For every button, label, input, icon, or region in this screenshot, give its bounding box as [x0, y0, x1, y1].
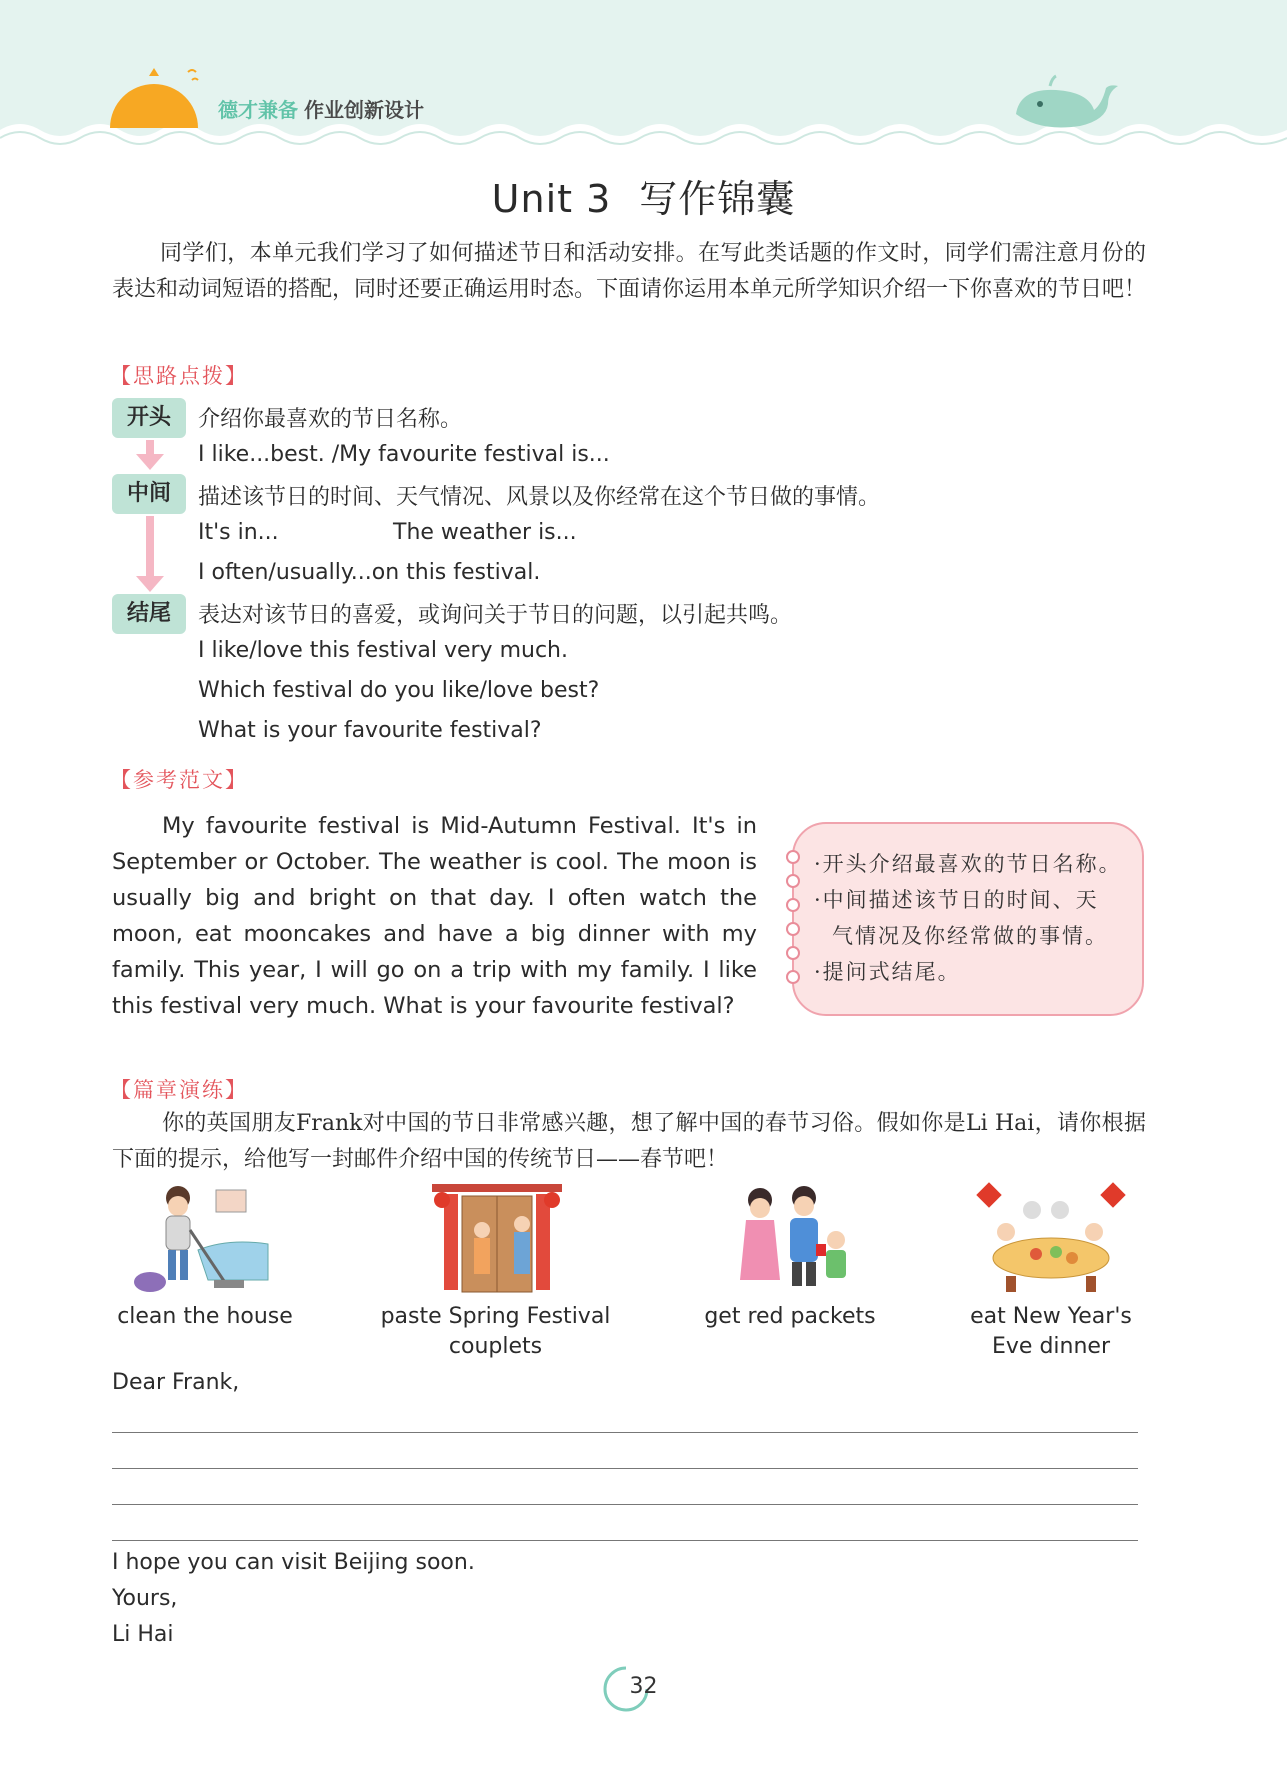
flow-arrowhead-2	[136, 576, 164, 592]
flow-arrowhead-1	[136, 454, 164, 470]
note-line-4: ·提问式结尾。	[814, 960, 961, 984]
sun-logo-icon	[106, 64, 202, 128]
note-ring	[786, 850, 800, 864]
tag-ending: 结尾	[112, 594, 186, 634]
opening-desc: 介绍你最喜欢的节日名称。	[198, 407, 463, 432]
ending-desc: 表达对该节日的喜爱，或询问关于节日的问题，以引起共鸣。	[198, 603, 793, 628]
note-line-1: ·开头介绍最喜欢的节日名称。	[814, 852, 1122, 876]
letter-closing-line: I hope you can visit Beijing soon.	[112, 1550, 475, 1575]
brand-text: 作业创新设计	[304, 98, 424, 122]
page-number: 32	[629, 1674, 658, 1699]
page-title	[0, 168, 1287, 223]
ending-phrase-1: I like/love this festival very much.	[198, 638, 568, 663]
note-ring	[786, 970, 800, 984]
tips-heading: 【思路点拨】	[110, 364, 248, 388]
caption-paste-couplets: paste Spring Festival couplets	[380, 1304, 611, 1359]
note-line-2: ·中间描述该节日的时间、天	[814, 888, 1099, 912]
brand-highlight: 德才兼备	[218, 98, 298, 122]
caption-red-packets: get red packets	[704, 1304, 876, 1329]
caption-eve-dinner: eat New Year's Eve dinner	[970, 1304, 1132, 1359]
intro-paragraph: 同学们，本单元我们学习了如何描述节日和活动安排。在写此类话题的作文时，同学们需注意月份的表达和动词短语的搭配，同时还要正确运用时态。下面请你运用本单元所学知识介绍一下你喜欢的节日吧！	[112, 241, 1147, 302]
ending-phrase-3: What is your favourite festival?	[198, 718, 542, 743]
writing-line[interactable]	[112, 1540, 1138, 1541]
caption-clean-house: clean the house	[117, 1304, 293, 1329]
practice-heading: 【篇章演练】	[110, 1078, 248, 1102]
note-line-3: 气情况及你经常做的事情。	[832, 924, 1108, 948]
flow-arrow-1	[146, 440, 154, 454]
red-packets-illustration	[720, 1180, 870, 1295]
flow-arrow-2	[146, 516, 154, 578]
clean-house-illustration	[128, 1180, 278, 1295]
tag-middle: 中间	[112, 474, 186, 514]
practice-prompt: 你的英国朋友Frank对中国的节日非常感兴趣，想了解中国的春节习俗。假如你是Li Hai，请你根据下面的提示，给他写一封邮件介绍中国的传统节日——春节吧！	[112, 1111, 1146, 1172]
new-years-eve-dinner-illustration	[976, 1180, 1126, 1295]
note-ring	[786, 874, 800, 888]
middle-phrase-activity: I often/usually...on this festival.	[198, 560, 541, 585]
opening-phrase: I like...best. /My favourite festival is...	[198, 442, 610, 467]
writing-line[interactable]	[112, 1468, 1138, 1469]
writing-line[interactable]	[112, 1504, 1138, 1505]
sample-heading: 【参考范文】	[110, 768, 248, 792]
unit-label: Unit 3	[491, 177, 612, 221]
sample-essay: My favourite festival is Mid-Autumn Festival. It's in September or October. The weather is cool. The moon is usually big and bright on that day. I often watch the moon, eat mooncakes and have a big dinner with my family. This year, I will go on a trip with my family. I like this festival very much. What is your favourite festival?	[112, 813, 757, 1019]
brand-title	[218, 94, 424, 123]
middle-phrase-time: It's in...	[198, 520, 279, 545]
middle-desc: 描述该节日的时间、天气情况、风景以及你经常在这个节日做的事情。	[198, 485, 881, 510]
note-ring	[786, 898, 800, 912]
unit-name: 写作锦囊	[639, 177, 796, 221]
whale-icon	[1010, 74, 1120, 130]
note-ring	[786, 946, 800, 960]
paste-couplets-illustration	[422, 1180, 572, 1295]
letter-sign-off: Yours,	[112, 1586, 178, 1611]
letter-greeting: Dear Frank,	[112, 1370, 240, 1395]
tag-opening: 开头	[112, 398, 186, 438]
middle-phrase-weather: The weather is...	[393, 520, 577, 545]
writing-line[interactable]	[112, 1432, 1138, 1433]
letter-signature: Li Hai	[112, 1622, 174, 1647]
note-ring	[786, 922, 800, 936]
ending-phrase-2: Which festival do you like/love best?	[198, 678, 600, 703]
